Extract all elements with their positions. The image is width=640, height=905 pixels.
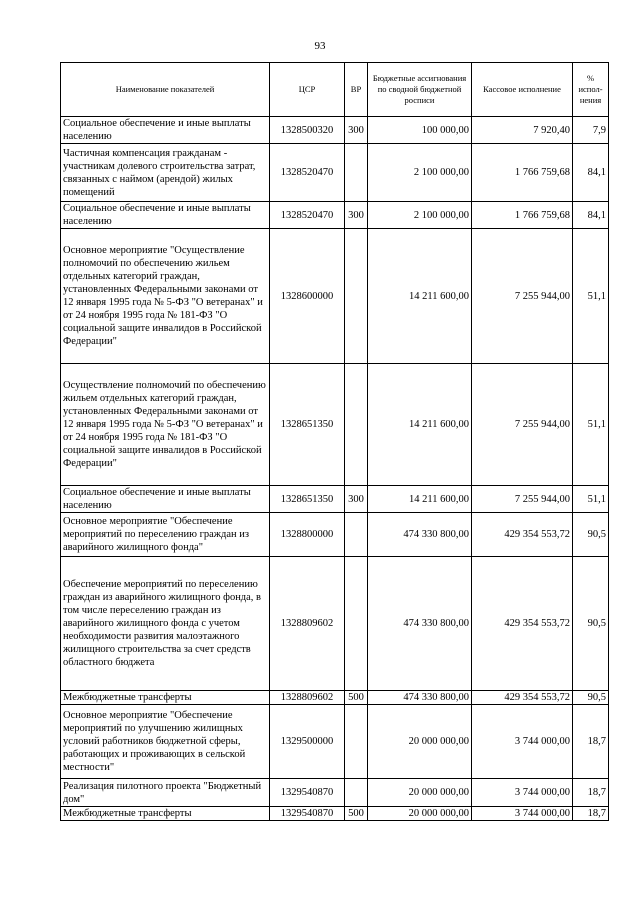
row-name: Межбюджетные трансферты — [61, 691, 270, 705]
table-row — [61, 229, 609, 364]
row-vr — [345, 513, 368, 557]
row-execution: 7 255 944,00 — [472, 364, 573, 486]
row-vr — [345, 557, 368, 691]
table-row — [61, 117, 609, 144]
row-vr — [345, 364, 368, 486]
table-row — [61, 691, 609, 705]
table-row — [61, 486, 609, 513]
row-percent: 7,9 — [573, 117, 609, 144]
header-vr: ВР — [345, 63, 368, 117]
row-csr: 1328520470 — [270, 202, 345, 229]
row-name: Социальное обеспечение и иные выплаты населению — [61, 117, 270, 144]
row-percent: 84,1 — [573, 144, 609, 202]
row-percent: 90,5 — [573, 513, 609, 557]
row-execution: 429 354 553,72 — [472, 691, 573, 705]
row-assignments: 100 000,00 — [368, 117, 472, 144]
row-assignments: 20 000 000,00 — [368, 779, 472, 807]
row-csr: 1329540870 — [270, 807, 345, 821]
row-assignments: 14 211 600,00 — [368, 486, 472, 513]
row-assignments: 474 330 800,00 — [368, 513, 472, 557]
row-execution: 429 354 553,72 — [472, 513, 573, 557]
row-vr: 300 — [345, 202, 368, 229]
row-csr: 1328809602 — [270, 557, 345, 691]
header-assignments: Бюджетные ассигнования по сводной бюджетной росписи — [368, 63, 472, 117]
row-percent: 18,7 — [573, 779, 609, 807]
row-execution: 3 744 000,00 — [472, 807, 573, 821]
row-name: Частичная компенсация гражданам - участникам долевого строительства затрат, связанных с наймом (арендой) жилых помещений — [61, 144, 270, 202]
table-row — [61, 807, 609, 821]
row-vr: 500 — [345, 807, 368, 821]
row-percent: 90,5 — [573, 557, 609, 691]
row-percent: 51,1 — [573, 364, 609, 486]
row-vr: 500 — [345, 691, 368, 705]
row-csr: 1328809602 — [270, 691, 345, 705]
table-row — [61, 557, 609, 691]
header-name: Наименование показателей — [61, 63, 270, 117]
row-assignments: 474 330 800,00 — [368, 557, 472, 691]
row-name: Обеспечение мероприятий по переселению граждан из аварийного жилищного фонда, в том числе переселению граждан из аварийного жилищного фонда с учетом необходимости развития малоэтажного жилищного строительства за счет средств областного бюджета — [61, 557, 270, 691]
row-assignments: 2 100 000,00 — [368, 202, 472, 229]
row-assignments: 474 330 800,00 — [368, 691, 472, 705]
row-vr — [345, 144, 368, 202]
row-execution: 7 255 944,00 — [472, 229, 573, 364]
row-name: Социальное обеспечение и иные выплаты населению — [61, 486, 270, 513]
row-percent: 18,7 — [573, 705, 609, 779]
page-number: 93 — [314, 40, 326, 52]
row-name: Социальное обеспечение и иные выплаты населению — [61, 202, 270, 229]
row-csr: 1328800000 — [270, 513, 345, 557]
table-row — [61, 202, 609, 229]
row-csr: 1328651350 — [270, 364, 345, 486]
row-csr: 1328520470 — [270, 144, 345, 202]
row-execution: 3 744 000,00 — [472, 705, 573, 779]
row-vr — [345, 229, 368, 364]
row-name: Межбюджетные трансферты — [61, 807, 270, 821]
row-execution: 3 744 000,00 — [472, 779, 573, 807]
row-csr: 1329540870 — [270, 779, 345, 807]
table-row — [61, 364, 609, 486]
header-execution: Кассовое исполнение — [472, 63, 573, 117]
row-percent: 84,1 — [573, 202, 609, 229]
header-percent: % испол-нения — [573, 63, 609, 117]
row-csr: 1328600000 — [270, 229, 345, 364]
row-execution: 429 354 553,72 — [472, 557, 573, 691]
row-name: Реализация пилотного проекта "Бюджетный дом" — [61, 779, 270, 807]
row-name: Основное мероприятие "Обеспечение мероприятий по переселению граждан из аварийного жилищного фонда" — [61, 513, 270, 557]
row-vr: 300 — [345, 117, 368, 144]
row-percent: 51,1 — [573, 486, 609, 513]
row-name: Основное мероприятие "Обеспечение мероприятий по улучшению жилищных условий работников бюджетной сферы, работающих и проживающих в сельской местности" — [61, 705, 270, 779]
row-execution: 7 920,40 — [472, 117, 573, 144]
table-row — [61, 779, 609, 807]
row-percent: 51,1 — [573, 229, 609, 364]
row-name: Основное мероприятие "Осуществление полномочий по обеспечению жильем отдельных категорий граждан, установленных Федеральными законами от 12 января 1995 года № 5-ФЗ "О ветеранах" и от 24 ноября 1995 года № 181-ФЗ "О социальной защите инвалидов в Российской Федерации" — [61, 229, 270, 364]
row-vr — [345, 779, 368, 807]
row-execution: 1 766 759,68 — [472, 202, 573, 229]
table-header-row — [61, 63, 609, 117]
row-csr: 1328651350 — [270, 486, 345, 513]
row-csr: 1328500320 — [270, 117, 345, 144]
table-row — [61, 705, 609, 779]
row-assignments: 20 000 000,00 — [368, 807, 472, 821]
row-name: Осуществление полномочий по обеспечению жильем отдельных категорий граждан, установленных Федеральными законами от 12 января 1995 года № 5-ФЗ "О ветеранах" и от 24 ноября 1995 года № 181-ФЗ "О социальной защите инвалидов в Российской Федерации" — [61, 364, 270, 486]
row-execution: 7 255 944,00 — [472, 486, 573, 513]
row-assignments: 2 100 000,00 — [368, 144, 472, 202]
row-vr: 300 — [345, 486, 368, 513]
table-row — [61, 513, 609, 557]
row-percent: 18,7 — [573, 807, 609, 821]
budget-table — [60, 62, 609, 821]
row-vr — [345, 705, 368, 779]
row-assignments: 14 211 600,00 — [368, 364, 472, 486]
row-csr: 1329500000 — [270, 705, 345, 779]
header-csr: ЦСР — [270, 63, 345, 117]
row-percent: 90,5 — [573, 691, 609, 705]
table-row — [61, 144, 609, 202]
row-execution: 1 766 759,68 — [472, 144, 573, 202]
row-assignments: 20 000 000,00 — [368, 705, 472, 779]
row-assignments: 14 211 600,00 — [368, 229, 472, 364]
